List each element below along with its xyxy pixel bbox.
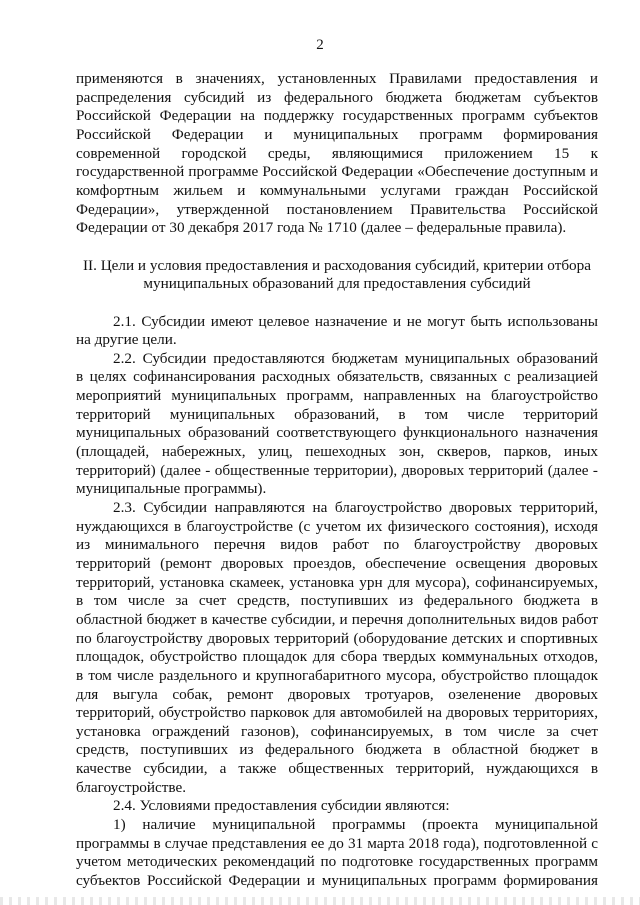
- text-line: Российской Федерации на поддержку государственных программ субъектов: [76, 107, 598, 125]
- paragraph-2-2-line: в целях софинансирования расходных обязательств, связанных с реализацией: [76, 368, 598, 386]
- text-line: Федерации от 30 декабря 2017 года № 1710 (далее – федеральные правила).: [76, 219, 567, 237]
- page-number: 2: [316, 37, 324, 53]
- paragraph-2-3-line: в том числе за счет средств, поступивших из федерального бюджета в: [76, 592, 598, 610]
- paragraph-2-3-line: нуждающихся в благоустройстве (с учетом их физического состояния), исходя: [76, 517, 598, 535]
- list-item-1-line: программы в случае представления ее до 31 марта 2018 года), подготовленной с: [76, 834, 598, 852]
- list-item-1-line: учетом методических рекомендаций по подготовке государственных программ: [76, 853, 598, 871]
- paragraph-2-3-line: областной бюджет в качестве субсидии, и перечня дополнительных видов работ: [76, 610, 598, 628]
- paragraph-2-3-line: установка ограждений газонов), софинансируемых, в том числе за счет: [76, 722, 598, 740]
- list-item-1-line: 1) наличие муниципальной программы (проекта муниципальной: [113, 816, 598, 833]
- paragraph-2-2-line: мероприятий муниципальных программ, направленных на благоустройство: [76, 387, 598, 405]
- text-line: Российской Федерации и муниципальных программ формирования: [76, 126, 598, 143]
- paragraph-2-4-line: 2.4. Условиями предоставления субсидии являются:: [113, 797, 450, 815]
- paragraph-2-3-line: для выгула собак, ремонт дворовых тротуаров, озеленение дворовых: [76, 685, 598, 703]
- paragraph-2-2-line: территорий) (далее - общественные территории), дворовых территорий (далее -: [76, 461, 598, 479]
- paragraph-2-2-line: 2.2. Субсидии предоставляются бюджетам муниципальных образований: [113, 349, 598, 367]
- paragraph-2-3-line: 2.3. Субсидии направляются на благоустройство дворовых территорий,: [113, 499, 598, 516]
- paragraph-2-2-line: (площадей, набережных, улиц, пешеходных зон, скверов, парков, иных: [76, 443, 598, 460]
- paragraph-2-3-line: средств, поступивших из федерального бюджета в областной бюджет в: [76, 741, 598, 759]
- text-line: государственной программе Российской Федерации «Обеспечение доступным и: [76, 163, 598, 181]
- section-heading-line: муниципальных образований для предоставления субсидий: [143, 275, 531, 293]
- text-line: современной городской среды, являющимися приложением 15 к: [76, 144, 598, 162]
- scan-edge-artifact: [0, 897, 640, 905]
- paragraph-2-1-line: на другие цели.: [76, 331, 177, 349]
- text-line: распределения субсидий из федерального бюджета бюджетам субъектов: [76, 88, 598, 106]
- paragraph-2-3-line: из минимального перечня видов работ по благоустройству дворовых: [76, 536, 598, 554]
- paragraph-2-3-line: по благоустройству дворовых территорий (оборудование детских и спортивных: [76, 629, 598, 647]
- paragraph-2-2-line: территорий муниципальных образований, в том числе территорий: [76, 405, 598, 423]
- paragraph-2-3-line: площадок, обустройство площадок для сбора твердых коммунальных отходов,: [76, 648, 598, 666]
- text-line: применяются в значениях, установленных Правилами предоставления и: [76, 70, 598, 87]
- paragraph-2-3-line: территорий, обустройство парковок для автомобилей на дворовых территориях,: [76, 704, 598, 722]
- paragraph-2-2-line: муниципальные программы).: [76, 480, 267, 498]
- paragraph-2-1-line: 2.1. Субсидии имеют целевое назначение и не могут быть использованы: [113, 312, 598, 330]
- paragraph-2-3-line: территорий, установка скамеек, установка урн для мусора), софинансируемых,: [76, 573, 598, 591]
- paragraph-2-3-line: в том числе раздельного и крупногабаритного мусора, обустройство площадок: [76, 666, 598, 684]
- text-line: комфортным жильем и коммунальными услугами граждан Российской: [76, 181, 598, 199]
- paragraph-2-3-line: территорий (ремонт дворовых проездов, обеспечение освещения дворовых: [76, 554, 598, 572]
- paragraph-2-3-line: благоустройстве.: [76, 778, 187, 796]
- text-line: Федерации», утвержденной постановлением Правительства Российской: [76, 200, 598, 218]
- paragraph-2-2-line: муниципальных образований соответствующего функционального назначения: [76, 424, 598, 442]
- section-heading-line: II. Цели и условия предоставления и расходования субсидий, критерии отбора: [83, 256, 591, 274]
- list-item-1-line: субъектов Российской Федерации и муниципальных программ формирования: [76, 872, 598, 889]
- paragraph-2-3-line: качестве субсидии, а также общественных территорий, нуждающихся в: [76, 760, 598, 778]
